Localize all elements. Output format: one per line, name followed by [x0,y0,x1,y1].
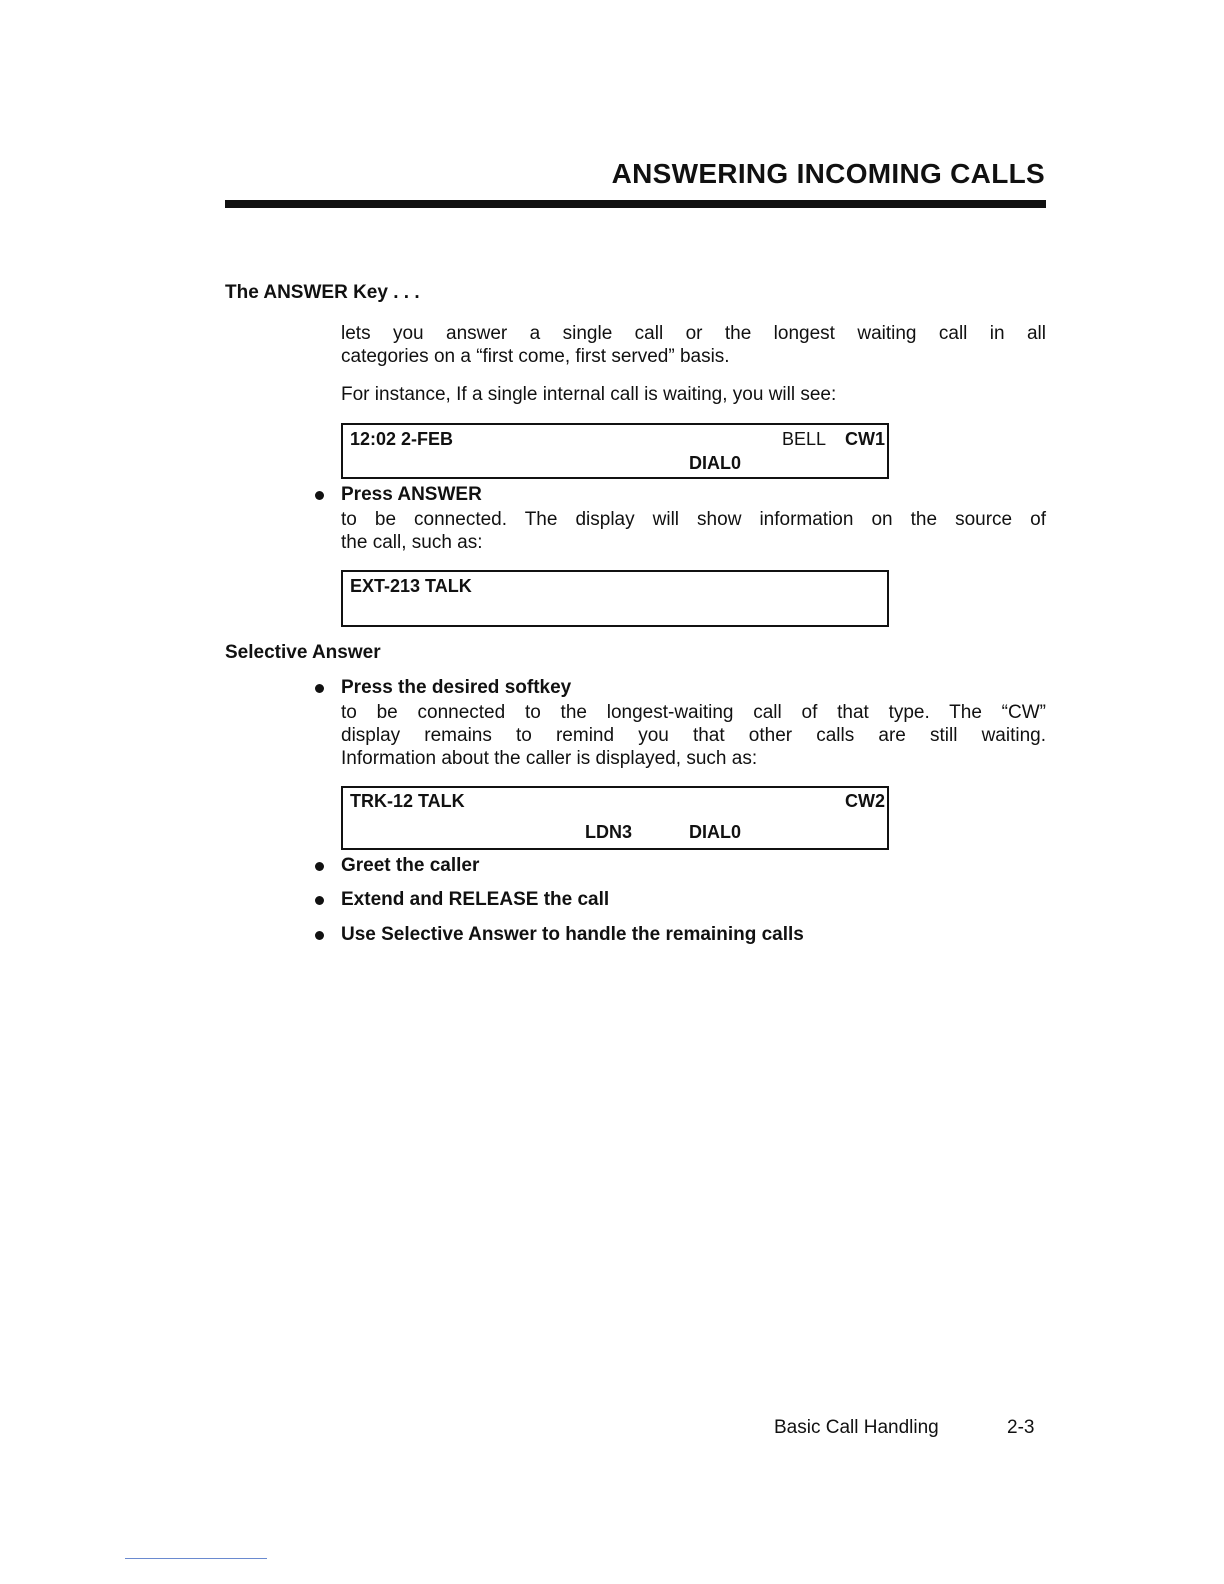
display-bell: BELL [782,429,827,449]
display-dial0: DIAL0 [689,822,742,842]
display-cw2: CW2 [845,791,885,811]
selective-desc-line2: display remains to remind you that other calls are still waiting. [341,725,1046,746]
step-press-softkey: Press the desired softkey [341,677,572,698]
bullet-icon [315,491,324,500]
selective-desc-line3: Information about the caller is displayed, such as: [341,748,758,769]
step-greet-caller: Greet the caller [341,855,480,876]
display-single-call [341,423,889,479]
step-use-selective-answer: Use Selective Answer to handle the remaining calls [341,924,804,945]
display-ldn3: LDN3 [585,822,633,842]
page-title: ANSWERING INCOMING CALLS [611,158,1045,189]
display-trk-12: TRK-12 TALK [350,791,465,811]
step-press-answer: Press ANSWER [341,484,482,505]
display-cw1: CW1 [845,429,885,449]
bullet-icon [315,896,324,905]
display-ext-talk [341,570,889,627]
selective-desc-line1: to be connected to the longest-waiting call of that type. The “CW” [341,702,1046,723]
step-answer-desc-line2: the call, such as: [341,532,483,553]
selective-answer-heading: Selective Answer [225,642,381,663]
step-answer-desc-line1: to be connected. The display will show information on the source of [341,509,1046,530]
display-trunk-talk [341,786,889,850]
step-extend-release: Extend and RELEASE the call [341,889,610,910]
answer-key-intro-line2: categories on a “first come, first served” basis. [341,346,730,367]
display-dial0: DIAL0 [689,453,742,473]
bullet-icon [315,862,324,871]
answer-key-heading: The ANSWER Key . . . [225,282,420,303]
footer-section-name: Basic Call Handling [774,1417,939,1438]
display-time-date: 12:02 2-FEB [350,429,454,449]
footer-page-number: 2-3 [1007,1417,1035,1438]
display-ext-213: EXT-213 TALK [350,576,472,596]
instance-text: For instance, If a single internal call is waiting, you will see: [341,384,837,405]
header-rule [225,200,1046,208]
bullet-icon [315,684,324,693]
bullet-icon [315,931,324,940]
page-edge-line [125,1558,267,1559]
answer-key-intro-line1: lets you answer a single call or the longest waiting call in all [341,323,1046,344]
